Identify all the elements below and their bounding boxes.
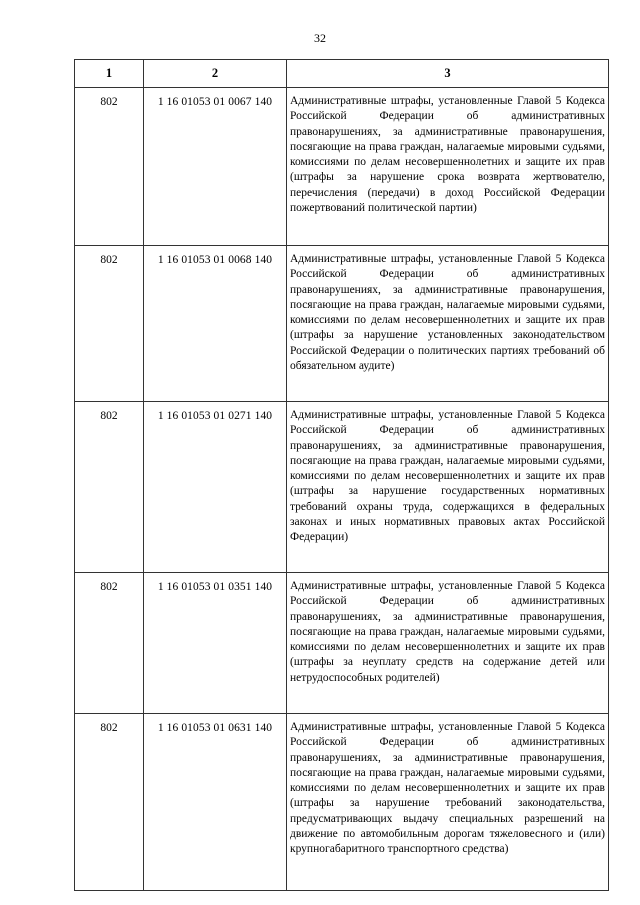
admin-code-cell: 802 xyxy=(75,714,144,891)
description-cell: Административные штрафы, установленные Главой 5 Кодекса Российской Федерации об административных правонарушениях, за административные правонарушения, посягающие на права граждан, налагаемые мировыми судьями, комиссиями по делам несовершеннолетних и защите их прав (штрафы за нарушение государственных нормативных требований охраны труда, содержащихся в федеральных законах и иных нормативных правовых актах Российской Федерации) xyxy=(287,402,609,573)
description-cell: Административные штрафы, установленные Главой 5 Кодекса Российской Федерации об административных правонарушениях, за административные правонарушения, посягающие на права граждан, налагаемые мировыми судьями, комиссиями по делам несовершеннолетних и защите их прав (штрафы за нарушение срока возврата жертвователю, перечисления (передачи) в доход Российской Федерации пожертвований политической партии) xyxy=(287,88,609,246)
table-row xyxy=(75,714,609,891)
table-header xyxy=(75,60,609,88)
description-cell: Административные штрафы, установленные Главой 5 Кодекса Российской Федерации об административных правонарушениях, за административные правонарушения, посягающие на права граждан, налагаемые мировыми судьями, комиссиями по делам несовершеннолетних и защите их прав (штрафы за нарушение установленных законодательством Российской Федерации о политических партиях требований об обязательном аудите) xyxy=(287,246,609,402)
description-cell: Административные штрафы, установленные Главой 5 Кодекса Российской Федерации об административных правонарушениях, за административные правонарушения, посягающие на права граждан, налагаемые мировыми судьями, комиссиями по делам несовершеннолетних и защите их прав (штрафы за нарушение требований законодательства, предусматривающих выдачу специальных разрешений на движение по автомобильным дорогам тяжеловесного и (или) крупногабаритного транспортного средства) xyxy=(287,714,609,891)
column-header-3: 3 xyxy=(287,60,609,88)
column-header-1: 1 xyxy=(75,60,144,88)
description-cell: Административные штрафы, установленные Главой 5 Кодекса Российской Федерации об административных правонарушениях, за административные правонарушения, посягающие на права граждан, налагаемые мировыми судьями, комиссиями по делам несовершеннолетних и защите их прав (штрафы за неуплату средств на содержание детей или нетрудоспособных родителей) xyxy=(287,573,609,714)
table-row xyxy=(75,402,609,573)
table-row xyxy=(75,88,609,246)
kbk-code-cell: 1 16 01053 01 0271 140 xyxy=(144,402,287,573)
column-header-2: 2 xyxy=(144,60,287,88)
table-row xyxy=(75,573,609,714)
table-row xyxy=(75,246,609,402)
kbk-code-cell: 1 16 01053 01 0631 140 xyxy=(144,714,287,891)
kbk-code-cell: 1 16 01053 01 0068 140 xyxy=(144,246,287,402)
admin-code-cell: 802 xyxy=(75,573,144,714)
page-number: 32 xyxy=(314,31,326,45)
admin-code-cell: 802 xyxy=(75,246,144,402)
kbk-code-cell: 1 16 01053 01 0067 140 xyxy=(144,88,287,246)
admin-code-cell: 802 xyxy=(75,402,144,573)
kbk-code-cell: 1 16 01053 01 0351 140 xyxy=(144,573,287,714)
budget-classification-table xyxy=(74,59,609,891)
admin-code-cell: 802 xyxy=(75,88,144,246)
